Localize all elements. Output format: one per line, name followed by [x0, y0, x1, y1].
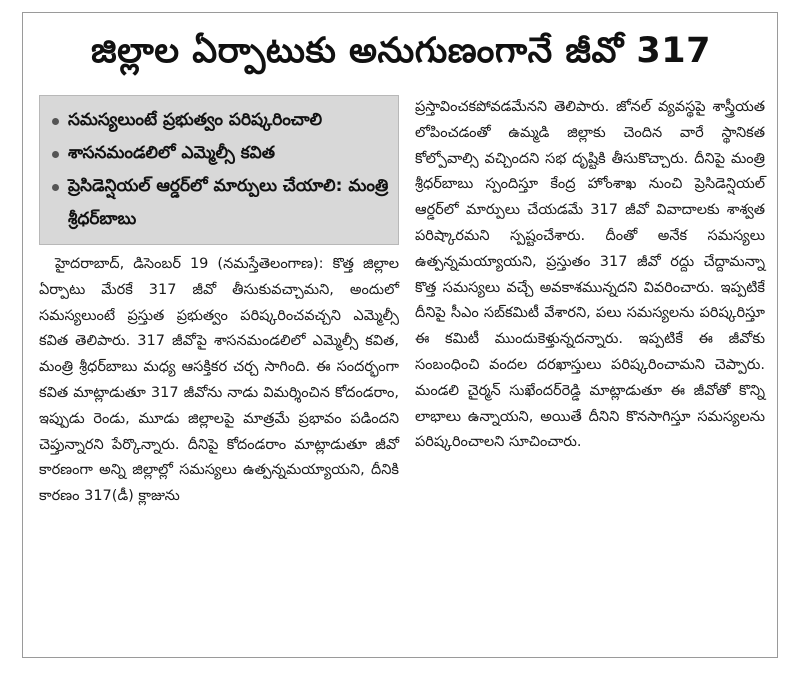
highlight-item [48, 104, 390, 137]
left-column [39, 95, 399, 510]
bullet-icon [52, 184, 59, 191]
bullet-icon [52, 151, 59, 158]
headline: జిల్లాల ఏర్పాటుకు అనుగుణంగానే జీవో 317 [91, 31, 711, 71]
highlight-text: సమస్యలుంటే ప్రభుత్వం పరిష్కరించాలి [68, 110, 323, 130]
highlight-item [48, 137, 390, 170]
right-column [415, 95, 765, 456]
highlight-text: ప్రెసిడెన్షియల్ ఆర్డర్‌లో మార్పులు చేయాలి: మంత్రి శ్రీధర్‌బాబు [68, 176, 389, 229]
highlights-box [39, 95, 399, 245]
highlight-text: శాసనమండలిలో ఎమ్మెల్సీ కవిత [68, 143, 275, 163]
bullet-icon [52, 118, 59, 125]
highlight-item [48, 170, 390, 236]
news-clipping [22, 12, 778, 658]
article-body-right: ప్రస్తావించకపోవడమేనని తెలిపారు. జోనల్ వ్యవస్థపై శాస్త్రీయత లోపించడంతో ఉమ్మడి జిల్లాకు చెందిన వారే స్థానికత కోల్పోవాల్సి వచ్చిందని సభ దృష్టికి తీసుకొచ్చారు. దీనిపై మంత్రి శ్రీధర్‌బాబు స్పందిస్తూ కేంద్ర హోంశాఖ నుంచి ప్రెసిడెన్షియల్ ఆర్డర్‌లో మార్పులు చేయడమే 317 జీవో వివాదాలకు శాశ్వత పరిష్కారమని స్పష్టంచేశారు. దీంతో అనేక సమస్యలు ఉత్పన్నమయ్యాయని, ప్రస్తుతం 317 జీవో రద్దు చేద్దామన్నా కొత్త సమస్యలు వచ్చే అవకాశమున్నదని వివరించారు. ఇప్పటికే దీనిపై సీఎం సబ్‌కమిటీ వేశారని, పలు సమస్యలను పరిష్కరిస్తూ ఈ కమిటీ ముందుకెళ్తున్నదన్నారు. ఇప్పటికే ఈ జీవోకు సంబంధించి వందల దరఖాస్తులు పరిష్కరించామని చెప్పారు. మండలి చైర్మన్ సుఖేందర్‌రెడ్డి మాట్లాడుతూ ఈ జీవోతో కొన్ని లాభాలు ఉన్నాయని, అయితే దీనిని కొనసాగిస్తూ సమస్యలను పరిష్కరించాలని సూచించారు. [415, 99, 765, 451]
article-body-left: హైదరాబాద్, డిసెంబర్ 19 (నమస్తేతెలంగాణ): కొత్త జిల్లాల ఏర్పాటు మేరకే 317 జీవో తీసుకువచ్చామని, అందులో సమస్యలుంటే ప్రస్తుత ప్రభుత్వం పరిష్కరించవచ్చని ఎమ్మెల్సీ కవిత తెలిపారు. 317 జీవోపై శాసనమండలిలో ఎమ్మెల్సీ కవిత, మంత్రి శ్రీధర్‌బాబు మధ్య ఆసక్తికర చర్చ సాగింది. ఈ సందర్భంగా కవిత మాట్లాడుతూ 317 జీవోను నాడు విమర్శించిన కోదండరాం, ఇప్పుడు రెండు, మూడు జిల్లాలపై మాత్రమే ప్రభావం పడిందని చెప్తున్నారని పేర్కొన్నారు. దీనిపై కోదండరాం మాట్లాడుతూ జీవో కారణంగా అన్ని జిల్లాల్లో సమస్యలు ఉత్పన్నమయ్యాయని, దీనికి కారణం 317(డీ) క్లాజును [39, 256, 399, 505]
